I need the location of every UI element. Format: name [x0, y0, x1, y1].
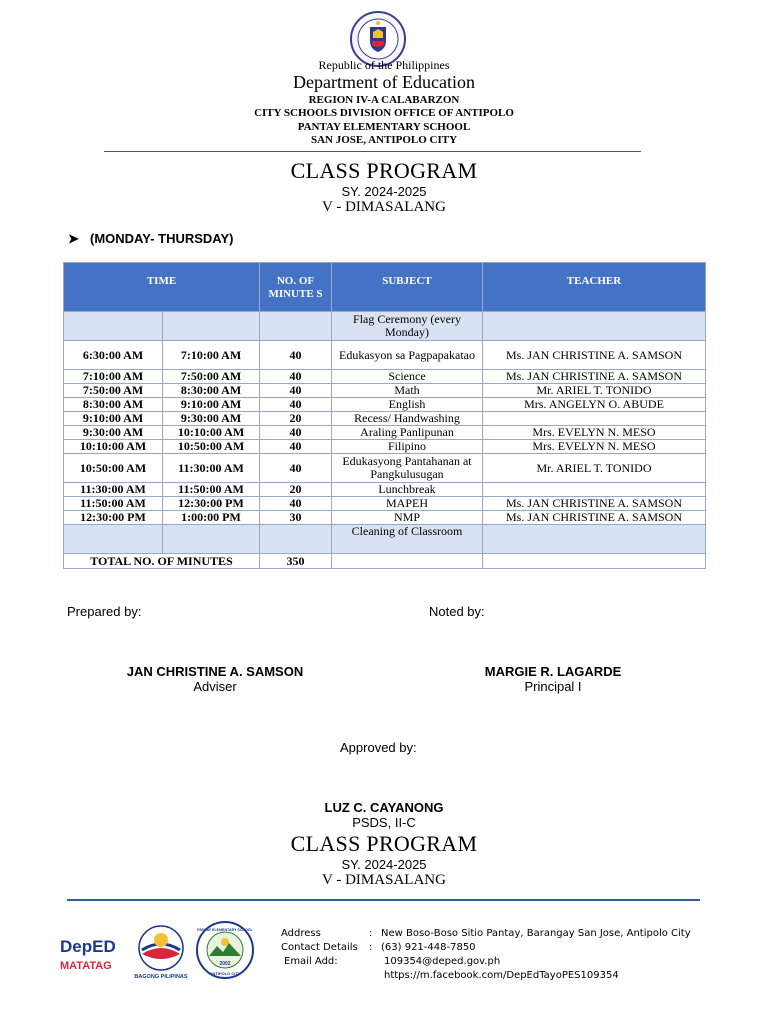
- table-row: [64, 412, 706, 426]
- header-republic: Republic of the Philippines: [318, 58, 450, 72]
- header-location: SAN JOSE, ANTIPOLO CITY: [310, 134, 458, 146]
- start-time-cell: 9:10:00 AM: [64, 412, 163, 426]
- arrow-bullet-icon: ➤: [68, 231, 79, 246]
- page-title-repeat: CLASS PROGRAM: [290, 831, 478, 856]
- start-time-cell: 9:30:00 AM: [64, 426, 163, 440]
- subject-cell: Recess/ Handwashing: [332, 412, 483, 426]
- subject-cell: Math: [332, 384, 483, 398]
- principal-signature: [440, 664, 666, 694]
- total-empty-cell: [483, 554, 706, 569]
- minutes-cell: 40: [260, 426, 332, 440]
- bagong-pilipinas-logo: [134, 926, 188, 980]
- minutes-cell: 20: [260, 412, 332, 426]
- contact-label: Contact Details: [281, 942, 358, 953]
- subject-cell: Science: [332, 370, 483, 384]
- noted-by-label: Noted by:: [429, 604, 485, 619]
- total-row: [64, 554, 706, 569]
- class-section-repeat: V - DIMASALANG: [322, 872, 446, 888]
- table-row: [64, 370, 706, 384]
- end-time-cell: [163, 525, 260, 554]
- table-row: [64, 398, 706, 412]
- psds-name: LUZ C. CAYANONG: [324, 800, 444, 815]
- contact-address-row: Address : New Boso-Boso Sitio Pantay, Barangay San Jose, Antipolo City: [281, 928, 691, 939]
- table-row: [64, 384, 706, 398]
- start-time-cell: 11:30:00 AM: [64, 483, 163, 497]
- schedule-label: ➤ (MONDAY- THURSDAY): [68, 231, 234, 246]
- header-teacher: TEACHER: [483, 263, 706, 312]
- svg-text:PANTAY ELEMENTARY SCHOOL: PANTAY ELEMENTARY SCHOOL: [197, 928, 253, 932]
- subject-cell: Edukasyong Pantahanan at Pangkulusugan: [332, 454, 483, 483]
- start-time-cell: 7:50:00 AM: [64, 384, 163, 398]
- start-time-cell: 11:50:00 AM: [64, 497, 163, 511]
- subject-cell: Cleaning of Classroom: [332, 525, 483, 554]
- minutes-cell: 40: [260, 384, 332, 398]
- teacher-cell: Mrs. EVELYN N. MESO: [483, 440, 706, 454]
- teacher-cell: [483, 412, 706, 426]
- teacher-cell: [483, 483, 706, 497]
- teacher-cell: Ms. JAN CHRISTINE A. SAMSON: [483, 497, 706, 511]
- teacher-cell: Ms. JAN CHRISTINE A. SAMSON: [483, 341, 706, 370]
- header-subject: SUBJECT: [332, 263, 483, 312]
- email-label: Email Add:: [284, 956, 338, 967]
- teacher-cell: Mr. ARIEL T. TONIDO: [483, 454, 706, 483]
- header-region: REGION IV-A CALABARZON: [308, 94, 460, 106]
- contact-email-row: [281, 955, 691, 969]
- start-time-cell: [64, 525, 163, 554]
- address-value: New Boso-Boso Sitio Pantay, Barangay San Jose, Antipolo City: [381, 928, 691, 939]
- table-row: [64, 440, 706, 454]
- total-label: TOTAL NO. OF MINUTES: [64, 554, 260, 569]
- minutes-cell: [260, 525, 332, 554]
- footer-contact: [281, 927, 691, 983]
- header-school: PANTAY ELEMENTARY SCHOOL: [297, 121, 471, 133]
- minutes-cell: [260, 312, 332, 341]
- teacher-cell: Ms. JAN CHRISTINE A. SAMSON: [483, 370, 706, 384]
- table-row: [64, 312, 706, 341]
- principal-title: Principal I: [524, 679, 582, 694]
- end-time-cell: 1:00:00 PM: [163, 511, 260, 525]
- end-time-cell: 12:30:00 PM: [163, 497, 260, 511]
- subject-cell: Edukasyon sa Pagpapakatao: [332, 341, 483, 370]
- teacher-cell: Mrs. EVELYN N. MESO: [483, 426, 706, 440]
- subject-cell: NMP: [332, 511, 483, 525]
- teacher-cell: Mr. ARIEL T. TONIDO: [483, 384, 706, 398]
- minutes-cell: 40: [260, 341, 332, 370]
- end-time-cell: 9:10:00 AM: [163, 398, 260, 412]
- contact-facebook-row: [281, 969, 691, 983]
- svg-text:MATATAG: MATATAG: [60, 960, 112, 972]
- svg-text:2002: 2002: [219, 961, 231, 967]
- table-row: [64, 497, 706, 511]
- svg-text:ANTIPOLO CITY: ANTIPOLO CITY: [209, 971, 241, 976]
- table-row: [64, 525, 706, 554]
- contact-phone-row: Contact Details : (63) 921-448-7850: [281, 942, 476, 953]
- school-year-repeat: SY. 2024-2025: [341, 857, 427, 872]
- svg-text:DepED: DepED: [60, 937, 116, 956]
- title-block-repeat: [0, 831, 768, 889]
- start-time-cell: [64, 312, 163, 341]
- title-block: [0, 158, 768, 216]
- email-value[interactable]: 109354@deped.gov.ph: [384, 956, 501, 967]
- approved-by-label: Approved by:: [340, 740, 417, 755]
- table-header-row: [64, 263, 706, 312]
- header-department: Department of Education: [293, 72, 475, 92]
- start-time-cell: 10:10:00 AM: [64, 440, 163, 454]
- psds-title: PSDS, II-C: [352, 815, 416, 830]
- header-divider: [104, 151, 641, 152]
- end-time-cell: [163, 312, 260, 341]
- header-division: CITY SCHOOLS DIVISION OFFICE OF ANTIPOLO: [254, 107, 514, 119]
- table-row: [64, 483, 706, 497]
- minutes-cell: 30: [260, 511, 332, 525]
- footer-logos: [58, 920, 268, 989]
- adviser-name: JAN CHRISTINE A. SAMSON: [126, 664, 304, 679]
- facebook-link[interactable]: https://m.facebook.com/DepEdTayoPES109354: [384, 970, 619, 981]
- table-row: [64, 426, 706, 440]
- table-row: [64, 511, 706, 525]
- minutes-cell: 40: [260, 398, 332, 412]
- contact-value: (63) 921-448-7850: [381, 942, 476, 953]
- end-time-cell: 11:50:00 AM: [163, 483, 260, 497]
- address-label: Address: [281, 928, 321, 939]
- page-title: CLASS PROGRAM: [290, 158, 478, 183]
- teacher-cell: Mrs. ANGELYN O. ABUDE: [483, 398, 706, 412]
- header-minutes: NO. OF MINUTE S: [260, 263, 332, 312]
- class-schedule-table: [63, 262, 706, 569]
- minutes-cell: 40: [260, 440, 332, 454]
- prepared-by-label: Prepared by:: [67, 604, 142, 619]
- minutes-cell: 40: [260, 454, 332, 483]
- footer-divider: [67, 899, 700, 901]
- end-time-cell: 7:50:00 AM: [163, 370, 260, 384]
- principal-name: MARGIE R. LAGARDE: [484, 664, 622, 679]
- start-time-cell: 10:50:00 AM: [64, 454, 163, 483]
- table-row: [64, 454, 706, 483]
- header-time: TIME: [64, 263, 260, 312]
- teacher-cell: Ms. JAN CHRISTINE A. SAMSON: [483, 511, 706, 525]
- subject-cell: English: [332, 398, 483, 412]
- class-section: V - DIMASALANG: [322, 199, 446, 215]
- total-value: 350: [260, 554, 332, 569]
- adviser-title: Adviser: [193, 679, 237, 694]
- end-time-cell: 10:10:00 AM: [163, 426, 260, 440]
- footer-logo-group: [58, 920, 268, 984]
- subject-cell: Araling Panlipunan: [332, 426, 483, 440]
- end-time-cell: 11:30:00 AM: [163, 454, 260, 483]
- adviser-signature: [100, 664, 330, 694]
- start-time-cell: 8:30:00 AM: [64, 398, 163, 412]
- subject-cell: Flag Ceremony (every Monday): [332, 312, 483, 341]
- minutes-cell: 40: [260, 370, 332, 384]
- teacher-cell: [483, 312, 706, 341]
- subject-cell: MAPEH: [332, 497, 483, 511]
- pantay-es-seal-logo: [197, 922, 254, 978]
- minutes-cell: 40: [260, 497, 332, 511]
- start-time-cell: 6:30:00 AM: [64, 341, 163, 370]
- end-time-cell: 10:50:00 AM: [163, 440, 260, 454]
- end-time-cell: 7:10:00 AM: [163, 341, 260, 370]
- total-empty-cell: [332, 554, 483, 569]
- table-row: [64, 341, 706, 370]
- end-time-cell: 8:30:00 AM: [163, 384, 260, 398]
- teacher-cell: [483, 525, 706, 554]
- start-time-cell: 7:10:00 AM: [64, 370, 163, 384]
- subject-cell: Filipino: [332, 440, 483, 454]
- svg-text:BAGONG PILIPINAS: BAGONG PILIPINAS: [134, 974, 188, 980]
- school-year: SY. 2024-2025: [341, 184, 427, 199]
- psds-signature: [284, 800, 484, 830]
- subject-cell: Lunchbreak: [332, 483, 483, 497]
- end-time-cell: 9:30:00 AM: [163, 412, 260, 426]
- start-time-cell: 12:30:00 PM: [64, 511, 163, 525]
- minutes-cell: 20: [260, 483, 332, 497]
- deped-matatag-logo: [60, 937, 120, 972]
